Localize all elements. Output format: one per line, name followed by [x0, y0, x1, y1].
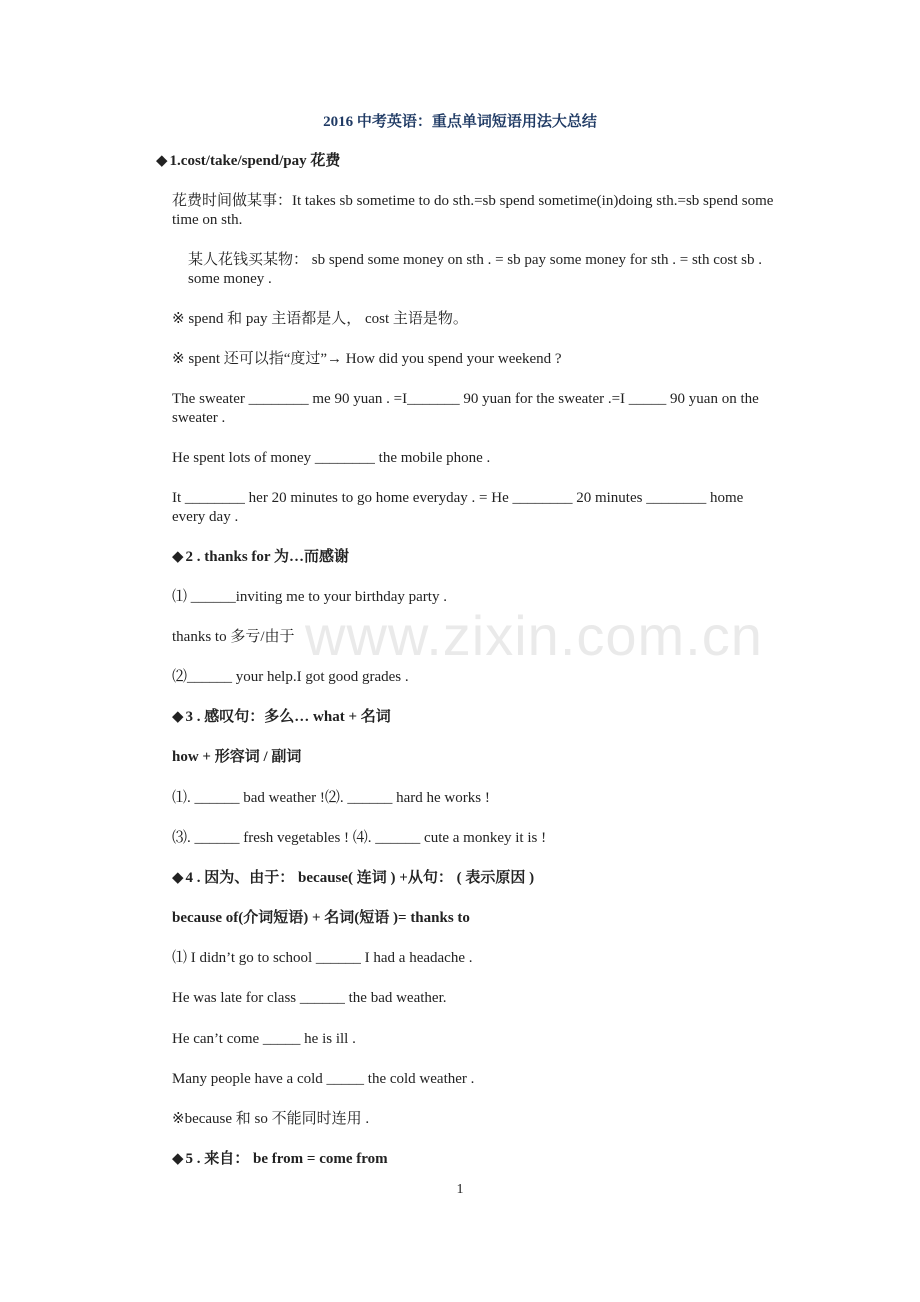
section-1-note-2: ※ spent 还可以指“度过”→ How did you spend your weekend ?: [172, 351, 562, 367]
section-1-paragraph-2: [139, 251, 774, 289]
section-3-subheading: how + 形容词 / 副词: [172, 749, 302, 765]
section-1-paragraph-1: [139, 192, 774, 230]
diamond-bullet-icon: ◆: [172, 709, 184, 725]
section-3-exercise-1: ⑴. ______ bad weather !⑵. ______ hard he works !: [172, 790, 490, 806]
section-2-heading: [172, 548, 772, 567]
section-3-exercise-2: ⑶. ______ fresh vegetables ! ⑷. ______ cute a monkey it is !: [172, 830, 547, 846]
section-5-heading: [172, 1150, 772, 1169]
section-4-heading: [172, 869, 772, 888]
section-2-note: thanks to 多亏/由于: [172, 629, 295, 645]
diamond-bullet-icon: ◆: [172, 1151, 184, 1167]
diamond-bullet-icon: ◆: [172, 549, 184, 565]
section-4-subheading: because of(介词短语) + 名词(短语 )= thanks to: [172, 910, 470, 926]
section-1-exercise-1: [139, 390, 774, 428]
section-4-exercise-2: He was late for class ______ the bad weather.: [172, 990, 447, 1006]
section-1-paragraph-2-text: 某人花钱买某物： sb spend some money on sth . = sb pay some money for sth . = sth cost sb . some money .: [188, 252, 762, 287]
section-1-exercise-2: He spent lots of money ________ the mobile phone .: [172, 450, 491, 466]
section-2-exercise-2: ⑵______ your help.I got good grades .: [172, 669, 409, 685]
section-1-exercise-1-text: The sweater ________ me 90 yuan . =I_______ 90 yuan for the sweater .=I _____ 90 yuan on the sweater .: [172, 391, 759, 426]
section-5-heading-text: 5 . 来自： be from = come from: [185, 1151, 388, 1167]
section-1-paragraph-1-text: 花费时间做某事：It takes sb sometime to do sth.=sb spend sometime(in)doing sth.=sb spend some time on sth.: [172, 193, 774, 228]
section-1-heading: [156, 152, 756, 171]
section-4-note: ※because 和 so 不能同时连用 .: [172, 1111, 370, 1127]
section-2-heading-text: 2 . thanks for 为…而感谢: [185, 549, 350, 565]
diamond-bullet-icon: ◆: [172, 870, 184, 886]
diamond-bullet-icon: ◆: [156, 153, 168, 169]
section-1-heading-text: 1.cost/take/spend/pay 花费: [169, 153, 341, 169]
section-3-heading-text: 3 . 感叹句：多么… what + 名词: [185, 709, 391, 725]
section-4-heading-text: 4 . 因为、由于： because( 连词 ) +从句： ( 表示原因 ): [185, 870, 535, 886]
page-number: 1: [456, 1182, 464, 1197]
section-4-exercise-4: Many people have a cold _____ the cold weather .: [172, 1071, 475, 1087]
section-2-exercise-1: ⑴ ______inviting me to your birthday party .: [172, 589, 447, 605]
section-1-exercise-3-text: It ________ her 20 minutes to go home everyday . = He ________ 20 minutes ________ home every day .: [172, 490, 744, 525]
section-3-heading: [172, 708, 772, 727]
document-title: 2016 中考英语：重点单词短语用法大总结: [323, 114, 597, 130]
watermark: www.zixin.com.cn: [305, 604, 763, 667]
section-1-note-1: ※ spend 和 pay 主语都是人， cost 主语是物。: [172, 311, 468, 327]
section-1-exercise-3: [139, 489, 774, 527]
section-4-exercise-1: ⑴ I didn’t go to school ______ I had a headache .: [172, 950, 473, 966]
section-4-exercise-3: He can’t come _____ he is ill .: [172, 1031, 356, 1047]
